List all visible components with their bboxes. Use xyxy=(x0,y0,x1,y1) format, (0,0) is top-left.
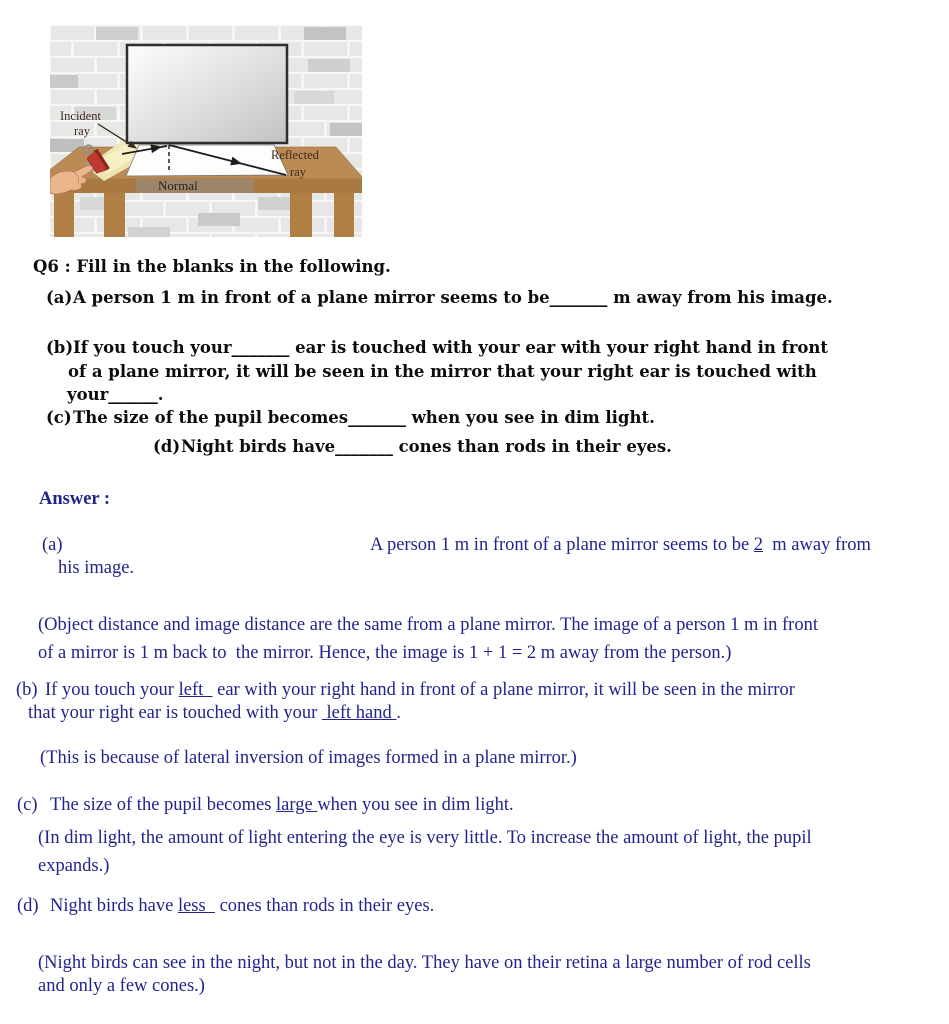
answer-b-post: ear with your right hand in front of a plane mirror, it will be seen in the mirror xyxy=(212,680,795,700)
question-heading: Q6 : Fill in the blanks in the following. xyxy=(33,257,391,276)
answer-d-line xyxy=(50,896,434,917)
answer-a-pre: A person 1 m in front of a plane mirror seems to be xyxy=(370,535,754,555)
answer-c-marker: (c) xyxy=(17,795,38,815)
reflected-ray-label: Reflected xyxy=(271,148,319,162)
answer-b-blank: left xyxy=(178,680,213,700)
answer-b-marker: (b) xyxy=(16,680,38,700)
answer-b-pre: If you touch your xyxy=(45,680,179,700)
question-d-text: Night birds have_______ cones than rods in their eyes. xyxy=(181,437,672,456)
question-b-line1: If you touch your_______ ear is touched with your ear with your right hand in front xyxy=(73,338,829,357)
question-b-line2: of a plane mirror, it will be seen in the mirror that your right ear is touched with xyxy=(68,362,817,381)
question-b-line3: your______. xyxy=(67,385,164,404)
answer-c-line xyxy=(50,795,514,816)
answer-c-note1: (In dim light, the amount of light entering the eye is very little. To increase the amount of light, the pupil xyxy=(38,828,812,848)
answer-heading: Answer : xyxy=(39,489,111,509)
answer-a-line1 xyxy=(370,535,871,556)
table-leg xyxy=(290,193,312,237)
answer-a-note1: (Object distance and image distance are the same from a plane mirror. The image of a person 1 m in front xyxy=(38,615,818,635)
question-d-marker: (d) xyxy=(153,437,181,456)
incident-ray-label: Incident xyxy=(60,109,101,123)
answer-a-note2: of a mirror is 1 m back to the mirror. Hence, the image is 1 + 1 = 2 m away from the person.) xyxy=(38,643,732,663)
question-c-text: The size of the pupil becomes_______ when you see in dim light. xyxy=(73,408,655,427)
answer-c-pre: The size of the pupil becomes xyxy=(50,795,277,815)
answer-b-line2 xyxy=(28,703,401,724)
answer-d-marker: (d) xyxy=(17,896,39,916)
answer-c-note2: expands.) xyxy=(38,856,110,876)
reflection-diagram-figure xyxy=(50,25,362,237)
answer-b-note: (This is because of lateral inversion of images formed in a plane mirror.) xyxy=(40,748,577,768)
answer-d-note1: (Night birds can see in the night, but not in the day. They have on their retina a large number of rod cells xyxy=(38,953,811,973)
answer-c-post: when you see in dim light. xyxy=(317,795,514,815)
answer-a-line2: his image. xyxy=(58,558,135,578)
plane-mirror xyxy=(127,45,287,143)
answer-a-marker: (a) xyxy=(42,535,63,555)
answer-d-post: cones than rods in their eyes. xyxy=(214,896,435,916)
answer-a-post: m away from xyxy=(763,535,871,555)
answer-d-pre: Night birds have xyxy=(50,896,178,916)
incident-ray-label-2: ray xyxy=(74,124,90,138)
answer-d-blank: less xyxy=(177,896,215,916)
answer-a-blank: 2 xyxy=(753,535,764,555)
answer-b-line2-post: . xyxy=(396,703,402,723)
question-c-marker: (c) xyxy=(46,408,72,427)
reflected-ray-label-2: ray xyxy=(290,165,306,179)
table-leg xyxy=(334,193,354,237)
table-leg xyxy=(54,193,74,237)
answer-b-line1 xyxy=(45,680,795,701)
question-b-marker: (b) xyxy=(46,338,74,357)
answer-d-note2: and only a few cones.) xyxy=(38,976,205,996)
question-a-marker: (a) xyxy=(46,288,73,307)
normal-label: Normal xyxy=(158,178,198,193)
answer-b-blank2: left hand xyxy=(321,703,397,723)
table-leg xyxy=(104,193,125,237)
answer-b-line2-pre: that your right ear is touched with your xyxy=(28,703,322,723)
question-a-text: A person 1 m in front of a plane mirror seems to be_______ m away from his image. xyxy=(73,288,833,307)
answer-c-blank: large xyxy=(276,795,318,815)
